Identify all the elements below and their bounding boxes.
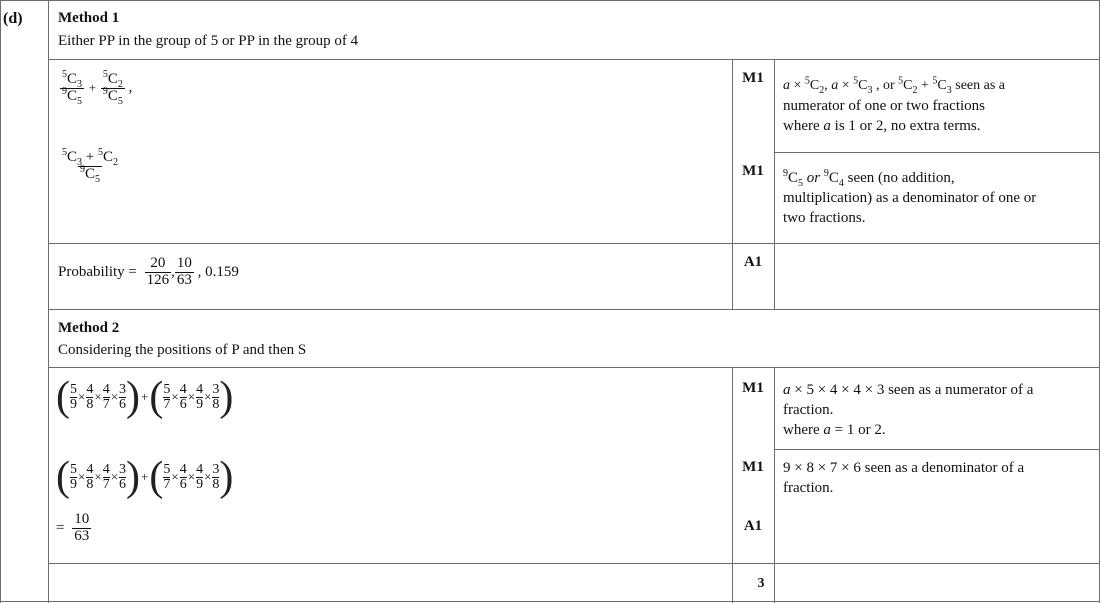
row-divider-1 xyxy=(48,243,1100,244)
product-fraction: $\frac{3}{8}$ xyxy=(212,461,220,492)
times-sign: × xyxy=(187,469,196,484)
method2-expression-1: ( $\frac{5}{9}$ × $\frac{4}{8}$ × $\frac{4}{7}$ × $\frac{3}{6}$ )+( $\frac{5}{7}$ × $\frac{4}{6}$ × $\frac{4}{9}$ × $\frac{3}{8}$ ) xyxy=(56,374,234,420)
notes-divider-1 xyxy=(774,152,1100,153)
times-sign: × xyxy=(110,469,119,484)
product-fraction: $\frac{4}{6}$ xyxy=(179,381,187,412)
probability-label: Probability = xyxy=(58,263,137,280)
method1-header-divider xyxy=(48,59,1100,60)
method2-subtitle: Considering the positions of P and then S xyxy=(58,342,307,358)
row-divider-3 xyxy=(48,563,1100,564)
times-sign: × xyxy=(204,389,212,404)
group1-terms xyxy=(70,461,127,492)
probability-line: Probability = $\frac{20}{126}$ , $\frac{10}{63}$ , 0.159 xyxy=(58,255,239,288)
times-sign: × xyxy=(78,389,86,404)
mark-a1-method2: A1 xyxy=(743,518,763,534)
times-sign: × xyxy=(110,389,119,404)
comma: , xyxy=(128,79,133,96)
method1-working-fractions xyxy=(60,69,133,107)
mark-m1-numerator: M1 xyxy=(742,70,764,86)
method2-heading: Method 2 xyxy=(58,320,120,336)
product-fraction: $\frac{3}{8}$ xyxy=(212,381,220,412)
notes-column-left-2 xyxy=(774,367,775,603)
note-m1-method2-numerator: a × 5 × 4 × 4 × 3 seen as a numerator of a fraction. where a = 1 or 2. xyxy=(783,382,1034,438)
row-divider-2 xyxy=(48,309,1100,310)
method2-header-divider xyxy=(48,367,1100,368)
marks-column-left xyxy=(732,59,733,309)
product-fraction: $\frac{5}{7}$ xyxy=(163,381,171,412)
notes-divider-2 xyxy=(774,449,1100,450)
table-border-left xyxy=(0,0,1,603)
mark-total: 3 xyxy=(757,576,765,591)
fraction-10-over-63: $\frac{10}{63}$ xyxy=(176,255,192,288)
product-fraction: $\frac{4}{9}$ xyxy=(196,461,204,492)
mark-a1-method1: A1 xyxy=(743,254,763,270)
fraction-20-over-126: $\frac{20}{126}$ xyxy=(146,255,170,288)
product-fraction: $\frac{4}{8}$ xyxy=(86,381,94,412)
method2-expression-2: ( $\frac{5}{9}$ × $\frac{4}{8}$ × $\frac{4}{7}$ × $\frac{3}{6}$ )+( $\frac{5}{7}$ × $\frac{4}{6}$ × $\frac{4}{9}$ × $\frac{3}{8}$ ) xyxy=(56,454,234,500)
product-fraction: $\frac{4}{7}$ xyxy=(102,381,110,412)
mark-m1-method2-numerator: M1 xyxy=(742,380,764,396)
fraction-5C3-over-9C5: $\frac{^5C_3}{^9C_5}$ xyxy=(62,69,83,107)
fraction-5C2-over-9C5: $\frac{^5C_2}{^9C_5}$ xyxy=(102,69,123,107)
product-fraction: $\frac{5}{9}$ xyxy=(70,461,77,492)
notes-column-left xyxy=(774,59,775,309)
times-sign: × xyxy=(171,469,179,484)
table-border-bottom xyxy=(0,601,1100,602)
group2-terms xyxy=(163,461,220,492)
product-fraction: $\frac{4}{7}$ xyxy=(102,461,110,492)
part-column-divider xyxy=(48,0,49,603)
times-sign: × xyxy=(78,469,86,484)
product-fraction: $\frac{4}{6}$ xyxy=(179,461,187,492)
times-sign: × xyxy=(171,389,179,404)
method1-heading: Method 1 xyxy=(58,10,120,26)
mark-m1-method2-denominator: M1 xyxy=(742,459,764,475)
note-m1-method2-denominator: 9 × 8 × 7 × 6 seen as a denominator of a fraction. xyxy=(783,460,1025,496)
marks-column-left-2 xyxy=(732,367,733,603)
probability-decimal: , 0.159 xyxy=(197,263,239,280)
fraction-sum-over-9C5: $\frac{^5C_3 + ^5C_2}{^9C_5}$ xyxy=(62,147,118,185)
group1-terms xyxy=(70,381,127,412)
group2-terms xyxy=(163,381,220,412)
times-sign: × xyxy=(94,469,102,484)
method1-working-sum xyxy=(60,147,120,185)
note-m1-denominator: $^9C_5$ or $^9C_4$ seen (no addition, multiplication) as a denominator of one or two fractions. xyxy=(783,168,1037,226)
times-sign: × xyxy=(187,389,196,404)
product-fraction: $\frac{4}{9}$ xyxy=(196,381,204,412)
fraction-10-over-63-result: $\frac{10}{63}$ xyxy=(74,511,90,544)
product-fraction: $\frac{5}{7}$ xyxy=(163,461,171,492)
product-fraction: $\frac{3}{6}$ xyxy=(119,381,127,412)
table-border-top xyxy=(0,0,1100,1)
product-fraction: $\frac{4}{8}$ xyxy=(86,461,94,492)
product-fraction: $\frac{3}{6}$ xyxy=(119,461,127,492)
product-fraction: $\frac{5}{9}$ xyxy=(70,381,77,412)
times-sign: × xyxy=(94,389,102,404)
mark-m1-denominator: M1 xyxy=(742,163,764,179)
part-label: (d) xyxy=(3,10,23,27)
times-sign: × xyxy=(204,469,212,484)
method1-subtitle: Either PP in the group of 5 or PP in the group of 4 xyxy=(58,33,359,49)
note-m1-numerator: $a \times ^5C_2$, $a \times ^5C_3$ , or $^5C_2 + ^5C_3$ seen as a numerator of one or two fractions where a is 1 or 2, no extra terms. xyxy=(783,75,1006,134)
method2-result: = $\frac{10}{63}$ xyxy=(56,511,90,544)
plus-sign: + xyxy=(88,80,97,96)
